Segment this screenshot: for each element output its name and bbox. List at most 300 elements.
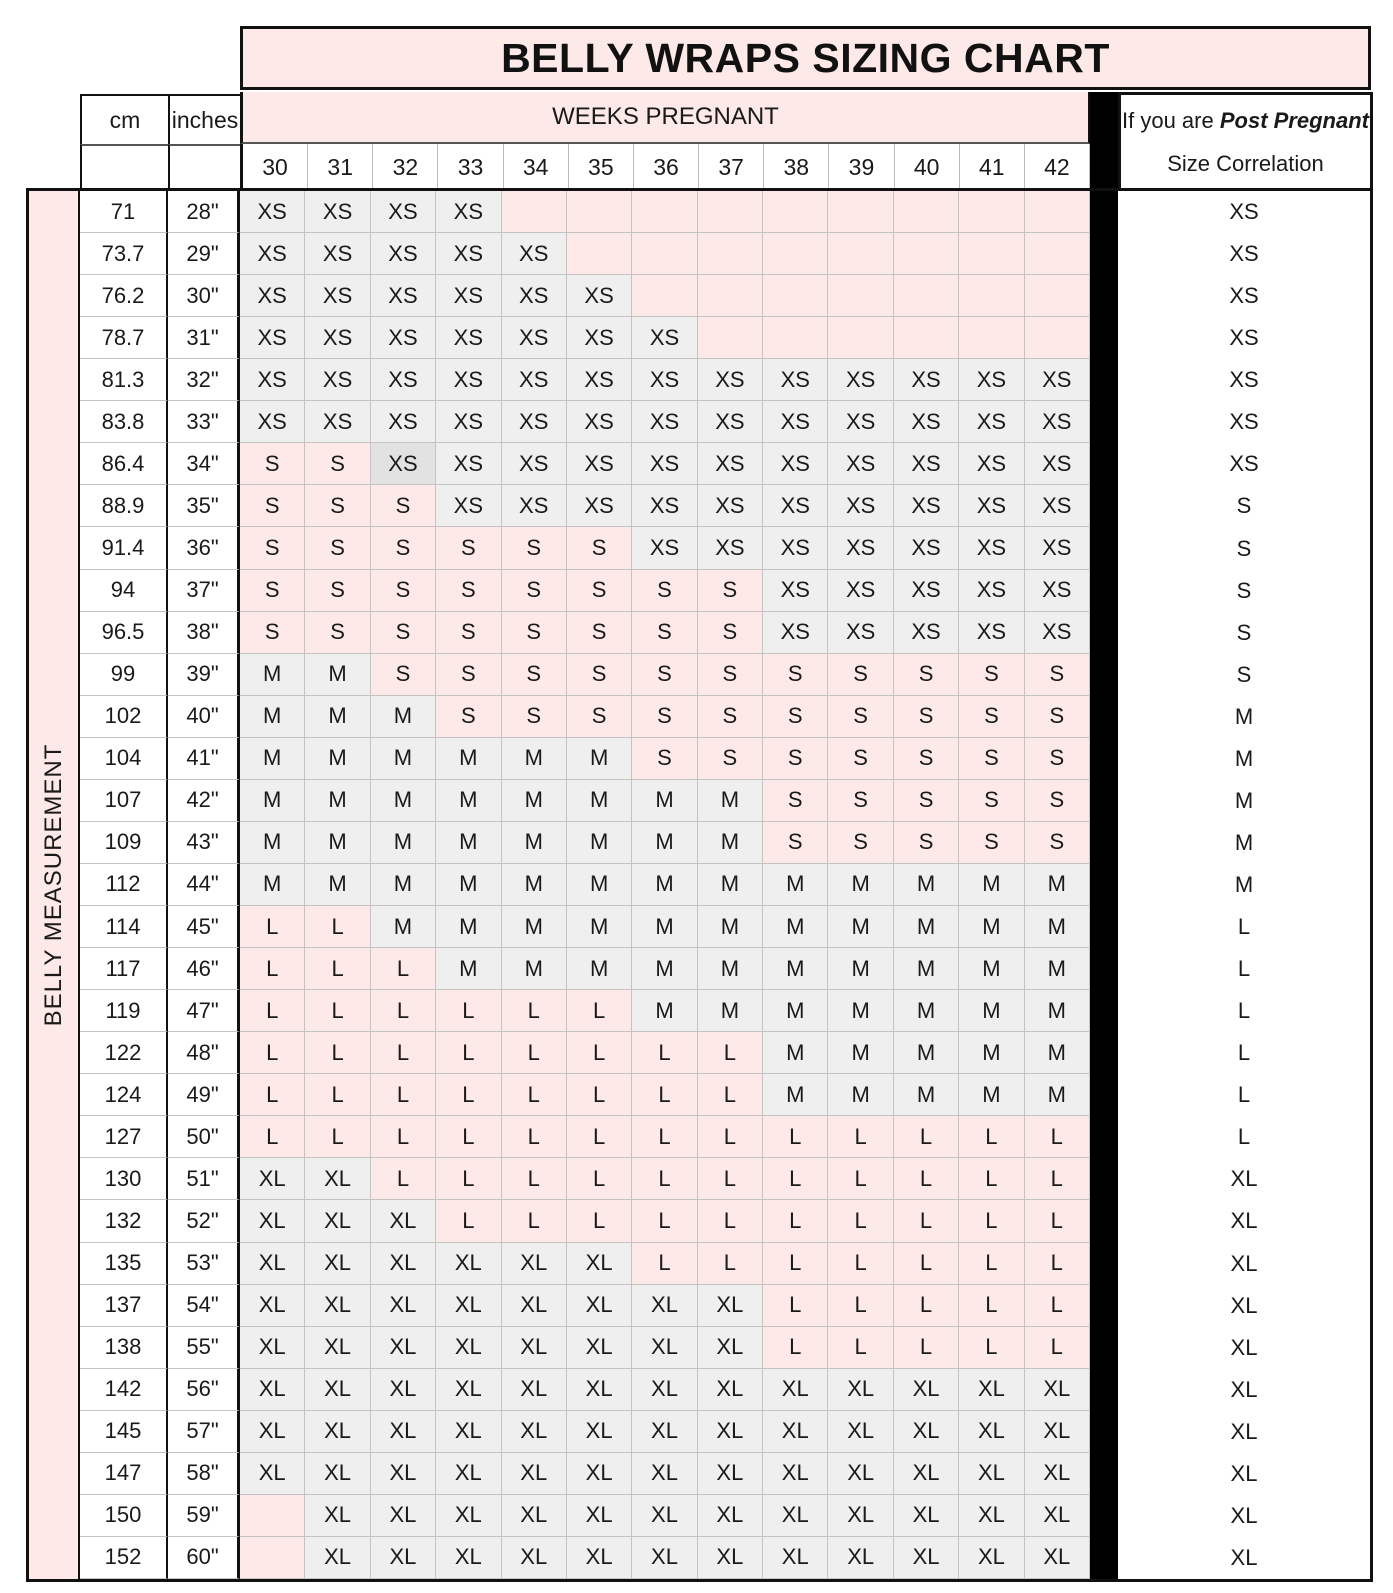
- size-cell: L: [1025, 1158, 1090, 1200]
- post-pregnant-size: L: [1237, 998, 1251, 1024]
- size-cell: S: [502, 654, 567, 696]
- cm-value: 107: [80, 780, 168, 822]
- post-pregnant-size: L: [1237, 1124, 1251, 1150]
- size-cell: XL: [502, 1327, 567, 1369]
- size-cell: XS: [894, 443, 959, 485]
- size-cell: M: [305, 738, 370, 780]
- size-cell: L: [698, 1243, 763, 1285]
- size-cell: M: [632, 948, 697, 990]
- size-cell: M: [240, 738, 305, 780]
- size-cell: M: [436, 780, 501, 822]
- size-cell: L: [567, 1116, 632, 1158]
- size-cell: XS: [240, 317, 305, 359]
- size-cell: L: [1025, 1327, 1090, 1369]
- size-cell: XL: [371, 1537, 436, 1579]
- size-cell: M: [959, 990, 1024, 1032]
- size-cell: S: [371, 527, 436, 569]
- cm-value: 138: [80, 1327, 168, 1369]
- size-cell: M: [1025, 1074, 1090, 1116]
- size-cell: M: [371, 696, 436, 738]
- size-cell: L: [894, 1158, 959, 1200]
- size-cell: XS: [698, 485, 763, 527]
- post-pregnant-size: XL: [1230, 1418, 1258, 1444]
- size-cell: XS: [763, 401, 828, 443]
- size-cell: M: [763, 1074, 828, 1116]
- cm-value: 73.7: [80, 233, 168, 275]
- size-cell: XL: [1025, 1411, 1090, 1453]
- size-cell: M: [371, 822, 436, 864]
- size-cell: L: [502, 1074, 567, 1116]
- size-cell: M: [828, 948, 893, 990]
- size-cell: S: [828, 654, 893, 696]
- post-pregnant-size: M: [1234, 787, 1254, 813]
- size-cell: [698, 233, 763, 275]
- size-cell: M: [763, 906, 828, 948]
- size-cell: L: [436, 1158, 501, 1200]
- size-cell: L: [240, 906, 305, 948]
- size-cell: S: [305, 485, 370, 527]
- size-cell: S: [502, 570, 567, 612]
- size-cell: XL: [305, 1411, 370, 1453]
- size-cell: M: [632, 906, 697, 948]
- inch-value: 41": [168, 738, 240, 780]
- size-cell: XL: [305, 1200, 370, 1242]
- size-cell: L: [894, 1243, 959, 1285]
- size-cell: S: [959, 696, 1024, 738]
- size-cell: M: [502, 906, 567, 948]
- size-cell: M: [894, 906, 959, 948]
- size-cell: XS: [436, 401, 501, 443]
- size-cell: M: [698, 948, 763, 990]
- size-cell: XS: [371, 359, 436, 401]
- size-cell: M: [632, 864, 697, 906]
- size-cell: L: [240, 948, 305, 990]
- size-cell: S: [1025, 696, 1090, 738]
- size-cell: XS: [894, 401, 959, 443]
- cm-value: 94: [80, 570, 168, 612]
- size-cell: L: [502, 990, 567, 1032]
- size-cell: L: [240, 1074, 305, 1116]
- size-cell: XS: [763, 443, 828, 485]
- size-cell: XS: [436, 275, 501, 317]
- size-cell: L: [828, 1243, 893, 1285]
- size-cell: L: [828, 1327, 893, 1369]
- size-cell: XL: [371, 1200, 436, 1242]
- inch-value: 50": [168, 1116, 240, 1158]
- size-cell: XL: [698, 1495, 763, 1537]
- inch-value: 38": [168, 612, 240, 654]
- size-cell: S: [894, 822, 959, 864]
- size-cell: L: [632, 1158, 697, 1200]
- size-cell: XL: [828, 1537, 893, 1579]
- size-cell: XS: [567, 317, 632, 359]
- size-cell: XS: [894, 359, 959, 401]
- size-cell: XS: [828, 527, 893, 569]
- size-cell: M: [1025, 906, 1090, 948]
- size-cell: S: [698, 654, 763, 696]
- size-cell: S: [436, 527, 501, 569]
- size-cell: L: [567, 1074, 632, 1116]
- size-cell: XL: [305, 1327, 370, 1369]
- size-cell: M: [828, 1074, 893, 1116]
- size-cell: XS: [828, 570, 893, 612]
- size-cell: S: [632, 612, 697, 654]
- size-cell: M: [240, 780, 305, 822]
- size-cell: XL: [567, 1285, 632, 1327]
- size-cell: XL: [305, 1537, 370, 1579]
- size-cell: XL: [305, 1495, 370, 1537]
- size-cell: XL: [436, 1243, 501, 1285]
- size-cell: XS: [959, 443, 1024, 485]
- size-cell: [632, 233, 697, 275]
- size-cell: XS: [828, 401, 893, 443]
- size-cell: M: [502, 738, 567, 780]
- size-cell: XL: [1025, 1537, 1090, 1579]
- size-cell: XS: [502, 485, 567, 527]
- size-cell: M: [894, 864, 959, 906]
- size-cell: XL: [698, 1369, 763, 1411]
- size-cell: L: [959, 1200, 1024, 1242]
- inch-value: 55": [168, 1327, 240, 1369]
- size-cell: XS: [959, 527, 1024, 569]
- size-cell: XL: [240, 1369, 305, 1411]
- size-cell: XL: [632, 1327, 697, 1369]
- size-cell: M: [1025, 1032, 1090, 1074]
- size-cell: M: [632, 780, 697, 822]
- size-cell: S: [763, 822, 828, 864]
- inch-value: 42": [168, 780, 240, 822]
- cm-value: 135: [80, 1243, 168, 1285]
- cm-value: 88.9: [80, 485, 168, 527]
- cm-value: 96.5: [80, 612, 168, 654]
- size-cell: L: [371, 990, 436, 1032]
- size-cell: XS: [1025, 527, 1090, 569]
- size-cell: XL: [240, 1243, 305, 1285]
- size-cell: XS: [436, 233, 501, 275]
- size-cell: M: [698, 906, 763, 948]
- size-cell: S: [305, 443, 370, 485]
- size-cell: M: [436, 906, 501, 948]
- inch-value: 59": [168, 1495, 240, 1537]
- cm-value: 132: [80, 1200, 168, 1242]
- size-cell: S: [828, 780, 893, 822]
- size-cell: M: [567, 864, 632, 906]
- size-cell: XL: [305, 1369, 370, 1411]
- size-cell: XL: [567, 1369, 632, 1411]
- size-cell: M: [763, 864, 828, 906]
- size-cell: S: [436, 570, 501, 612]
- size-cell: XL: [240, 1327, 305, 1369]
- size-cell: [240, 1495, 305, 1537]
- size-cell: XL: [1025, 1495, 1090, 1537]
- size-cell: XS: [305, 317, 370, 359]
- size-cell: XL: [436, 1537, 501, 1579]
- size-cell: M: [894, 1032, 959, 1074]
- cm-value: 81.3: [80, 359, 168, 401]
- size-cell: L: [305, 1116, 370, 1158]
- size-cell: XL: [436, 1411, 501, 1453]
- size-cell: S: [240, 485, 305, 527]
- post-pregnant-size: XS: [1229, 451, 1259, 477]
- post-pregnant-size: L: [1237, 1082, 1251, 1108]
- size-cell: M: [436, 948, 501, 990]
- post-pregnant-prefix: If you are: [1122, 107, 1220, 133]
- size-cell: XL: [894, 1537, 959, 1579]
- size-cell: L: [436, 1200, 501, 1242]
- cm-header-spacer: [80, 144, 168, 190]
- size-cell: S: [567, 612, 632, 654]
- size-cell: XS: [502, 317, 567, 359]
- size-cell: M: [959, 906, 1024, 948]
- size-cell: L: [763, 1116, 828, 1158]
- size-cell: XL: [632, 1369, 697, 1411]
- size-cell: XL: [763, 1495, 828, 1537]
- size-cell: XS: [1025, 570, 1090, 612]
- size-cell: M: [305, 822, 370, 864]
- cm-value: 122: [80, 1032, 168, 1074]
- size-cell: XS: [828, 612, 893, 654]
- cm-value: 124: [80, 1074, 168, 1116]
- size-cell: XL: [698, 1285, 763, 1327]
- inch-value: 46": [168, 948, 240, 990]
- size-cell: XS: [240, 233, 305, 275]
- size-cell: [240, 1537, 305, 1579]
- size-cell: S: [567, 696, 632, 738]
- size-cell: XS: [632, 485, 697, 527]
- size-cell: L: [305, 906, 370, 948]
- size-cell: [632, 275, 697, 317]
- cm-value: 76.2: [80, 275, 168, 317]
- size-cell: XL: [371, 1285, 436, 1327]
- inch-value: 47": [168, 990, 240, 1032]
- size-cell: L: [698, 1158, 763, 1200]
- post-pregnant-size: S: [1236, 493, 1252, 519]
- size-cell: L: [894, 1285, 959, 1327]
- size-cell: L: [698, 1200, 763, 1242]
- size-cell: L: [763, 1285, 828, 1327]
- cm-column-header: cm: [80, 94, 168, 144]
- post-pregnant-size: XS: [1229, 241, 1259, 267]
- size-cell: S: [894, 696, 959, 738]
- size-cell: M: [959, 1074, 1024, 1116]
- post-pregnant-size: XL: [1230, 1166, 1258, 1192]
- sizing-table: [80, 191, 1090, 1579]
- week-header: 30: [243, 144, 308, 190]
- inch-value: 53": [168, 1243, 240, 1285]
- size-cell: XS: [436, 359, 501, 401]
- size-cell: XS: [305, 233, 370, 275]
- size-cell: XL: [959, 1537, 1024, 1579]
- size-cell: XL: [632, 1537, 697, 1579]
- size-cell: XL: [305, 1243, 370, 1285]
- inches-column-header: inches: [168, 94, 240, 144]
- size-cell: L: [1025, 1243, 1090, 1285]
- post-pregnant-size: M: [1234, 703, 1254, 729]
- size-cell: XL: [371, 1411, 436, 1453]
- size-cell: M: [698, 780, 763, 822]
- post-pregnant-size: XS: [1229, 367, 1259, 393]
- size-cell: S: [567, 570, 632, 612]
- week-header: 37: [699, 144, 764, 190]
- size-cell: S: [1025, 654, 1090, 696]
- size-cell: S: [436, 654, 501, 696]
- size-cell: [698, 191, 763, 233]
- size-cell: XS: [502, 443, 567, 485]
- size-cell: M: [567, 780, 632, 822]
- size-cell: XS: [371, 443, 436, 485]
- week-header: 33: [438, 144, 503, 190]
- size-cell: M: [371, 738, 436, 780]
- size-cell: XL: [436, 1327, 501, 1369]
- size-cell: S: [894, 738, 959, 780]
- size-cell: XL: [698, 1453, 763, 1495]
- size-cell: XS: [567, 485, 632, 527]
- size-cell: L: [371, 1116, 436, 1158]
- size-cell: L: [305, 990, 370, 1032]
- size-cell: XS: [436, 485, 501, 527]
- size-cell: XL: [632, 1453, 697, 1495]
- inch-value: 40": [168, 696, 240, 738]
- size-cell: L: [1025, 1200, 1090, 1242]
- size-cell: XS: [502, 359, 567, 401]
- size-cell: L: [828, 1285, 893, 1327]
- size-cell: L: [502, 1116, 567, 1158]
- size-cell: XS: [632, 401, 697, 443]
- size-cell: XS: [763, 612, 828, 654]
- cm-value: 127: [80, 1116, 168, 1158]
- size-cell: [1025, 233, 1090, 275]
- size-cell: M: [567, 738, 632, 780]
- size-cell: XS: [240, 275, 305, 317]
- size-cell: S: [632, 570, 697, 612]
- size-cell: XS: [502, 275, 567, 317]
- size-cell: [959, 191, 1024, 233]
- post-pregnant-size: XS: [1229, 409, 1259, 435]
- post-pregnant-size: S: [1236, 535, 1252, 561]
- size-cell: L: [828, 1200, 893, 1242]
- size-cell: XL: [567, 1453, 632, 1495]
- size-cell: [1025, 275, 1090, 317]
- size-cell: XL: [240, 1200, 305, 1242]
- size-cell: L: [828, 1116, 893, 1158]
- size-cell: S: [632, 654, 697, 696]
- size-cell: XS: [894, 485, 959, 527]
- week-header: 39: [829, 144, 894, 190]
- size-cell: L: [436, 1074, 501, 1116]
- cm-value: 150: [80, 1495, 168, 1537]
- size-cell: [894, 275, 959, 317]
- size-cell: M: [632, 822, 697, 864]
- inch-value: 29": [168, 233, 240, 275]
- size-cell: XS: [828, 443, 893, 485]
- size-cell: L: [894, 1327, 959, 1369]
- size-cell: [567, 233, 632, 275]
- size-cell: XL: [502, 1243, 567, 1285]
- size-cell: XL: [959, 1369, 1024, 1411]
- size-cell: XL: [305, 1158, 370, 1200]
- inch-value: 49": [168, 1074, 240, 1116]
- size-cell: XS: [698, 527, 763, 569]
- belly-measurement-band: [29, 191, 80, 1579]
- size-cell: XS: [567, 401, 632, 443]
- size-cell: M: [240, 822, 305, 864]
- size-cell: [763, 275, 828, 317]
- size-cell: M: [240, 696, 305, 738]
- inch-value: 30": [168, 275, 240, 317]
- inch-value: 54": [168, 1285, 240, 1327]
- cm-value: 104: [80, 738, 168, 780]
- size-cell: L: [371, 1074, 436, 1116]
- size-cell: XS: [305, 275, 370, 317]
- cm-value: 119: [80, 990, 168, 1032]
- size-cell: XL: [567, 1537, 632, 1579]
- size-cell: XS: [828, 359, 893, 401]
- cm-value: 117: [80, 948, 168, 990]
- size-cell: XS: [371, 275, 436, 317]
- post-pregnant-size: S: [1236, 619, 1252, 645]
- post-pregnant-size: M: [1234, 829, 1254, 855]
- size-cell: S: [305, 527, 370, 569]
- week-header: 31: [308, 144, 373, 190]
- inch-value: 43": [168, 822, 240, 864]
- week-header: 40: [895, 144, 960, 190]
- size-cell: XS: [763, 485, 828, 527]
- size-cell: XS: [632, 527, 697, 569]
- size-cell: XL: [828, 1411, 893, 1453]
- size-cell: S: [632, 738, 697, 780]
- size-cell: L: [567, 1032, 632, 1074]
- size-cell: XS: [1025, 443, 1090, 485]
- size-cell: S: [240, 527, 305, 569]
- size-cell: XL: [763, 1453, 828, 1495]
- size-cell: M: [698, 864, 763, 906]
- size-cell: [828, 191, 893, 233]
- inch-value: 34": [168, 443, 240, 485]
- size-cell: XL: [632, 1285, 697, 1327]
- size-cell: XS: [959, 612, 1024, 654]
- size-cell: XL: [371, 1327, 436, 1369]
- cm-value: 130: [80, 1158, 168, 1200]
- post-pregnant-size: L: [1237, 1040, 1251, 1066]
- week-header: 42: [1025, 144, 1090, 190]
- size-cell: L: [698, 1074, 763, 1116]
- size-cell: L: [1025, 1285, 1090, 1327]
- size-cell: L: [567, 1200, 632, 1242]
- post-pregnant-emphasis: Post Pregnant: [1219, 107, 1369, 133]
- size-cell: M: [567, 822, 632, 864]
- size-cell: S: [959, 654, 1024, 696]
- size-cell: L: [240, 1032, 305, 1074]
- size-cell: [828, 233, 893, 275]
- post-pregnant-size: XL: [1230, 1544, 1258, 1570]
- size-cell: XS: [763, 570, 828, 612]
- size-cell: M: [436, 738, 501, 780]
- size-cell: XS: [698, 401, 763, 443]
- size-cell: M: [828, 864, 893, 906]
- belly-measurement-label: BELLY MEASUREMENT: [39, 743, 67, 1027]
- size-cell: M: [305, 780, 370, 822]
- size-cell: XL: [305, 1453, 370, 1495]
- inch-value: 56": [168, 1369, 240, 1411]
- size-cell: XL: [240, 1285, 305, 1327]
- size-cell: XL: [436, 1495, 501, 1537]
- size-cell: S: [436, 696, 501, 738]
- post-pregnant-size: S: [1236, 577, 1252, 603]
- inch-value: 52": [168, 1200, 240, 1242]
- post-pregnant-size: XS: [1229, 199, 1259, 225]
- size-cell: L: [632, 1243, 697, 1285]
- size-cell: M: [1025, 990, 1090, 1032]
